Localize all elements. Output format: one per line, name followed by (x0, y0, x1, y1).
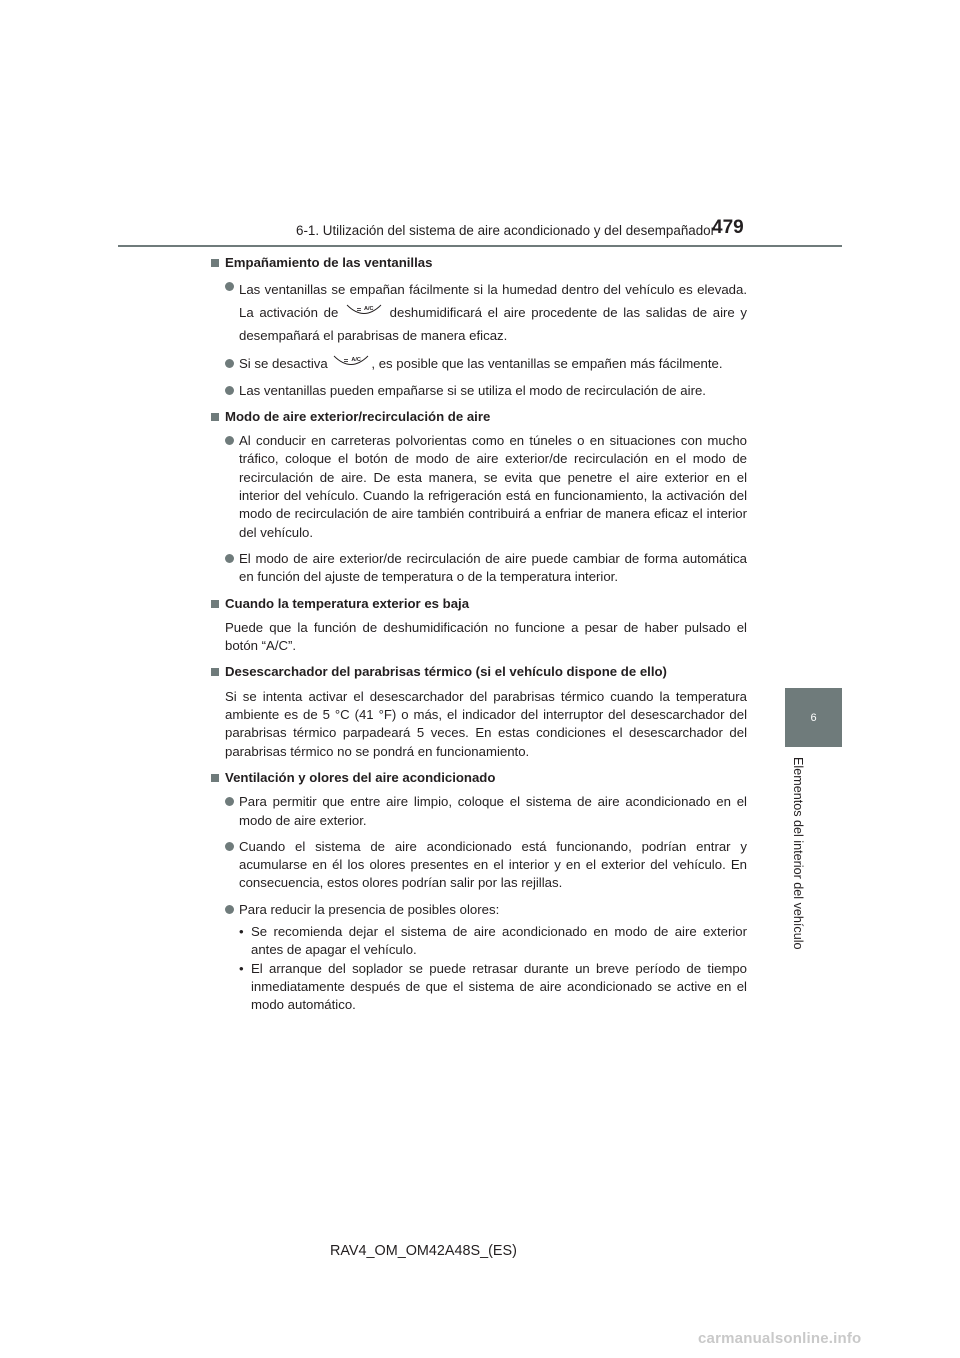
list-item: El modo de aire exterior/de recirculación de aire puede cambiar de forma automática en función del ajuste de temperatura o de la temperatura interior. (211, 550, 747, 587)
list-item: Para reducir la presencia de posibles olores: (211, 901, 747, 919)
section-title: Empañamiento de las ventanillas (211, 254, 747, 272)
page-content (211, 254, 747, 1023)
round-bullet-icon (225, 359, 234, 368)
round-bullet-icon (225, 436, 234, 445)
header-title: 6-1. Utilización del sistema de aire acondicionado y del desempañador (296, 223, 716, 238)
section-ventilation-odors (211, 769, 747, 1015)
section-low-temperature (211, 595, 747, 656)
ac-button-icon: A/C (346, 303, 382, 321)
page-number: 479 (712, 217, 744, 238)
chapter-number: 6 (810, 711, 817, 724)
list-item: Cuando el sistema de aire acondicionado está funcionando, podrían entrar y acumularse en él los olores presentes en el interior y en el exterior del vehículo. En consecuencia, estos olores podrían salir por las rejillas. (211, 838, 747, 893)
list-item: Las ventanillas pueden empañarse si se utiliza el modo de recirculación de aire. (211, 382, 747, 400)
sub-list-item: • El arranque del soplador se puede retrasar durante un breve período de tiempo inmediatamente después de que el sistema de aire acondicionado se active en el modo automático. (239, 960, 747, 1013)
section-title: Ventilación y olores del aire acondicionado (211, 769, 747, 787)
small-bullet-icon: • (239, 924, 244, 940)
list-item: Para permitir que entre aire limpio, coloque el sistema de aire acondicionado en el modo de aire exterior. (211, 793, 747, 830)
round-bullet-icon (225, 554, 234, 563)
round-bullet-icon (225, 842, 234, 851)
header-divider (118, 245, 842, 247)
square-bullet-icon (211, 774, 219, 782)
ac-button-icon: A/C (333, 354, 369, 372)
square-bullet-icon (211, 259, 219, 267)
chapter-label: Elementos del interior del vehículo (791, 757, 805, 950)
paragraph: Si se intenta activar el desescarchador del parabrisas térmico cuando la temperatura ambiente es de 5 °C (41 °F) o más, el indicador del interruptor del desescarchador del parabrisas térmico parpadeará 5 veces. En estas condiciones el desescarchador del parabrisas térmico no se pondrá en funcionamiento. (225, 688, 747, 759)
section-title: Modo de aire exterior/recirculación de aire (211, 408, 747, 426)
square-bullet-icon (211, 600, 219, 608)
list-item: Al conducir en carreteras polvorientas como en túneles o en situaciones con mucho tráfico, coloque el botón de modo de aire exterior/de recirculación en el modo de recirculación de aire. De esta manera, se evita que penetre el aire exterior en el interior del vehículo. Cuando la refrigeración está en funcionamiento, la activación del modo de recirculación de aire también contribuirá a enfriar de manera eficaz el interior del vehículo. (211, 432, 747, 542)
section-title: Cuando la temperatura exterior es baja (211, 595, 747, 613)
paragraph: Puede que la función de deshumidificación no funcione a pesar de haber pulsado el botón “A/C”. (225, 619, 747, 654)
list-item: Las ventanillas se empañan fácilmente si la humedad dentro del vehículo es elevada. La activación de A/C deshumidificará el aire procedente de las salidas de aire y desempañará el parabrisas de manera eficaz. (211, 278, 747, 347)
round-bullet-icon (225, 282, 234, 291)
section-title: Desescarchador del parabrisas térmico (si el vehículo dispone de ello) (211, 663, 747, 681)
square-bullet-icon (211, 668, 219, 676)
section-windshield-deicer (211, 663, 747, 760)
watermark: carmanualsonline.info (698, 1330, 862, 1347)
section-recirculation (211, 408, 747, 587)
round-bullet-icon (225, 797, 234, 806)
round-bullet-icon (225, 386, 234, 395)
chapter-tab (785, 688, 842, 747)
sub-list-item: • Se recomienda dejar el sistema de aire acondicionado en modo de aire exterior antes de apagar el vehículo. (239, 924, 747, 958)
round-bullet-icon (225, 905, 234, 914)
document-code: RAV4_OM_OM42A48S_(ES) (330, 1243, 517, 1259)
section-fogging (211, 254, 747, 400)
small-bullet-icon: • (239, 960, 244, 976)
square-bullet-icon (211, 413, 219, 421)
list-item: Si se desactiva A/C , es posible que las ventanillas se empañen más fácilmente. (211, 355, 747, 373)
